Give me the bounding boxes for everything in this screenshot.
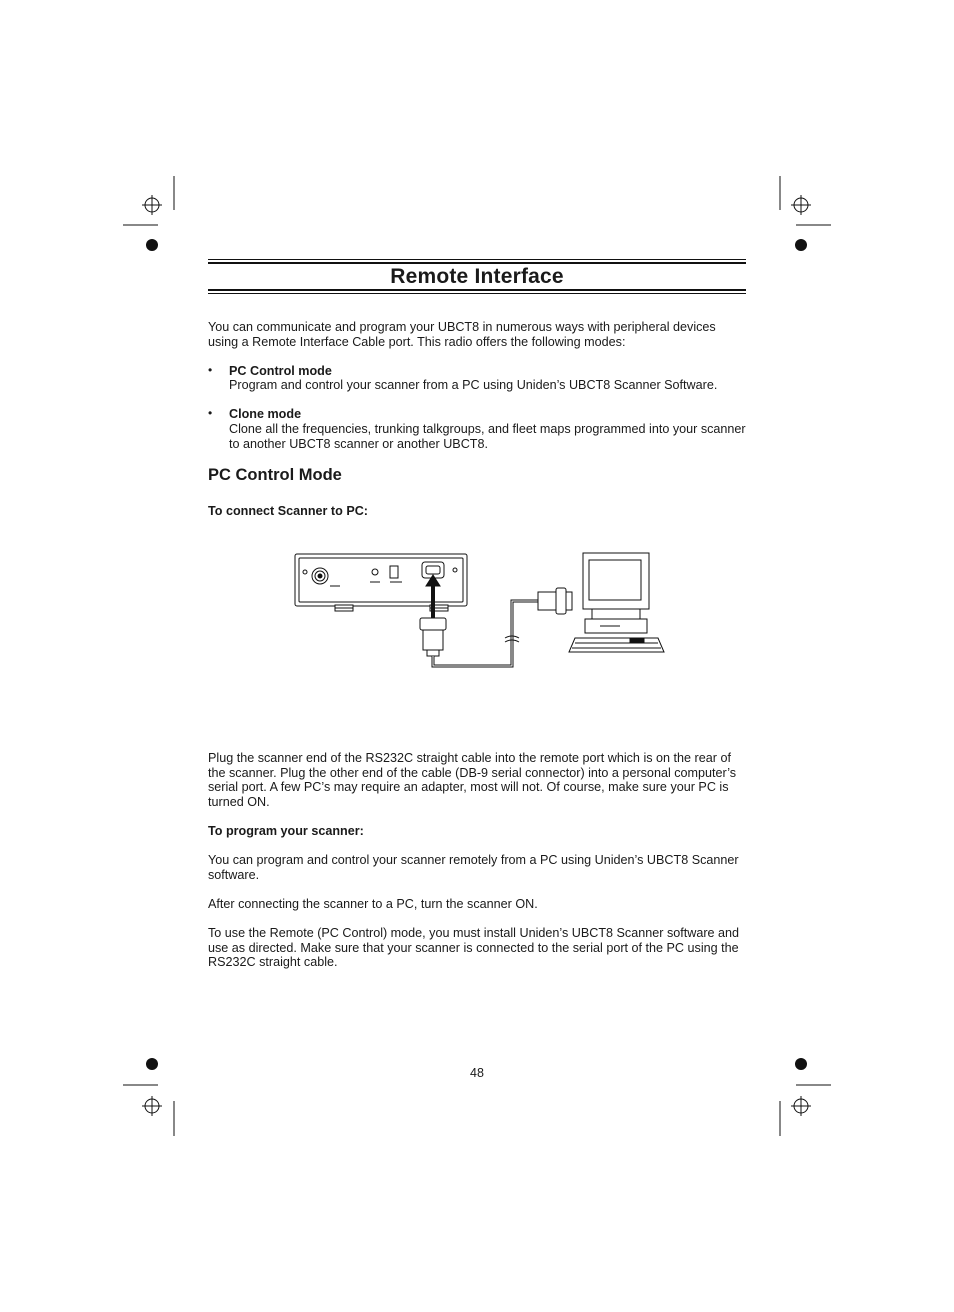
program-heading: To program your scanner: <box>208 824 364 838</box>
mode-description: Clone all the frequencies, trunking talkgroups, and fleet maps programmed into your scanner to another UBCT8 scanner or another UBCT8. <box>229 422 746 451</box>
program-paragraph-1: You can program and control your scanner remotely from a PC using Uniden’s UBCT8 Scanner software. <box>208 853 739 882</box>
section-heading: PC Control Mode <box>208 466 342 484</box>
computer-illustration <box>569 553 664 652</box>
mode-name: PC Control mode <box>229 364 332 378</box>
scanner-rear-panel <box>295 554 467 611</box>
intro-paragraph: You can communicate and program your UBCT8 in numerous ways with peripheral devices using a Remote Interface Cable port. This radio offers the following modes: <box>208 320 716 349</box>
bullet-icon: • <box>208 406 213 420</box>
connection-illustration <box>290 548 670 673</box>
program-paragraph-2: After connecting the scanner to a PC, turn the scanner ON. <box>208 897 538 911</box>
connect-heading: To connect Scanner to PC: <box>208 504 369 518</box>
connect-paragraph: Plug the scanner end of the RS232C straight cable into the remote port which is on the rear of the scanner. Plug the other end of the cable (DB-9 serial connector) into a personal computer’s serial port. A few PC’s may require an adapter, most will not. Of course, make sure your PC is turned ON. <box>208 751 737 809</box>
bullet-icon: • <box>208 363 213 377</box>
page-title: Remote Interface <box>390 265 564 288</box>
mode-description: Program and control your scanner from a PC using Uniden’s UBCT8 Scanner Software. <box>229 378 718 392</box>
title-rule-bottom <box>208 289 746 294</box>
mode-name: Clone mode <box>229 407 302 421</box>
page-number: 48 <box>470 1066 484 1080</box>
program-paragraph-3: To use the Remote (PC Control) mode, you must install Uniden’s UBCT8 Scanner software and use as directed. Make sure that your scanner is connected to the serial port of the PC using the RS232C straight cable. <box>208 926 740 970</box>
